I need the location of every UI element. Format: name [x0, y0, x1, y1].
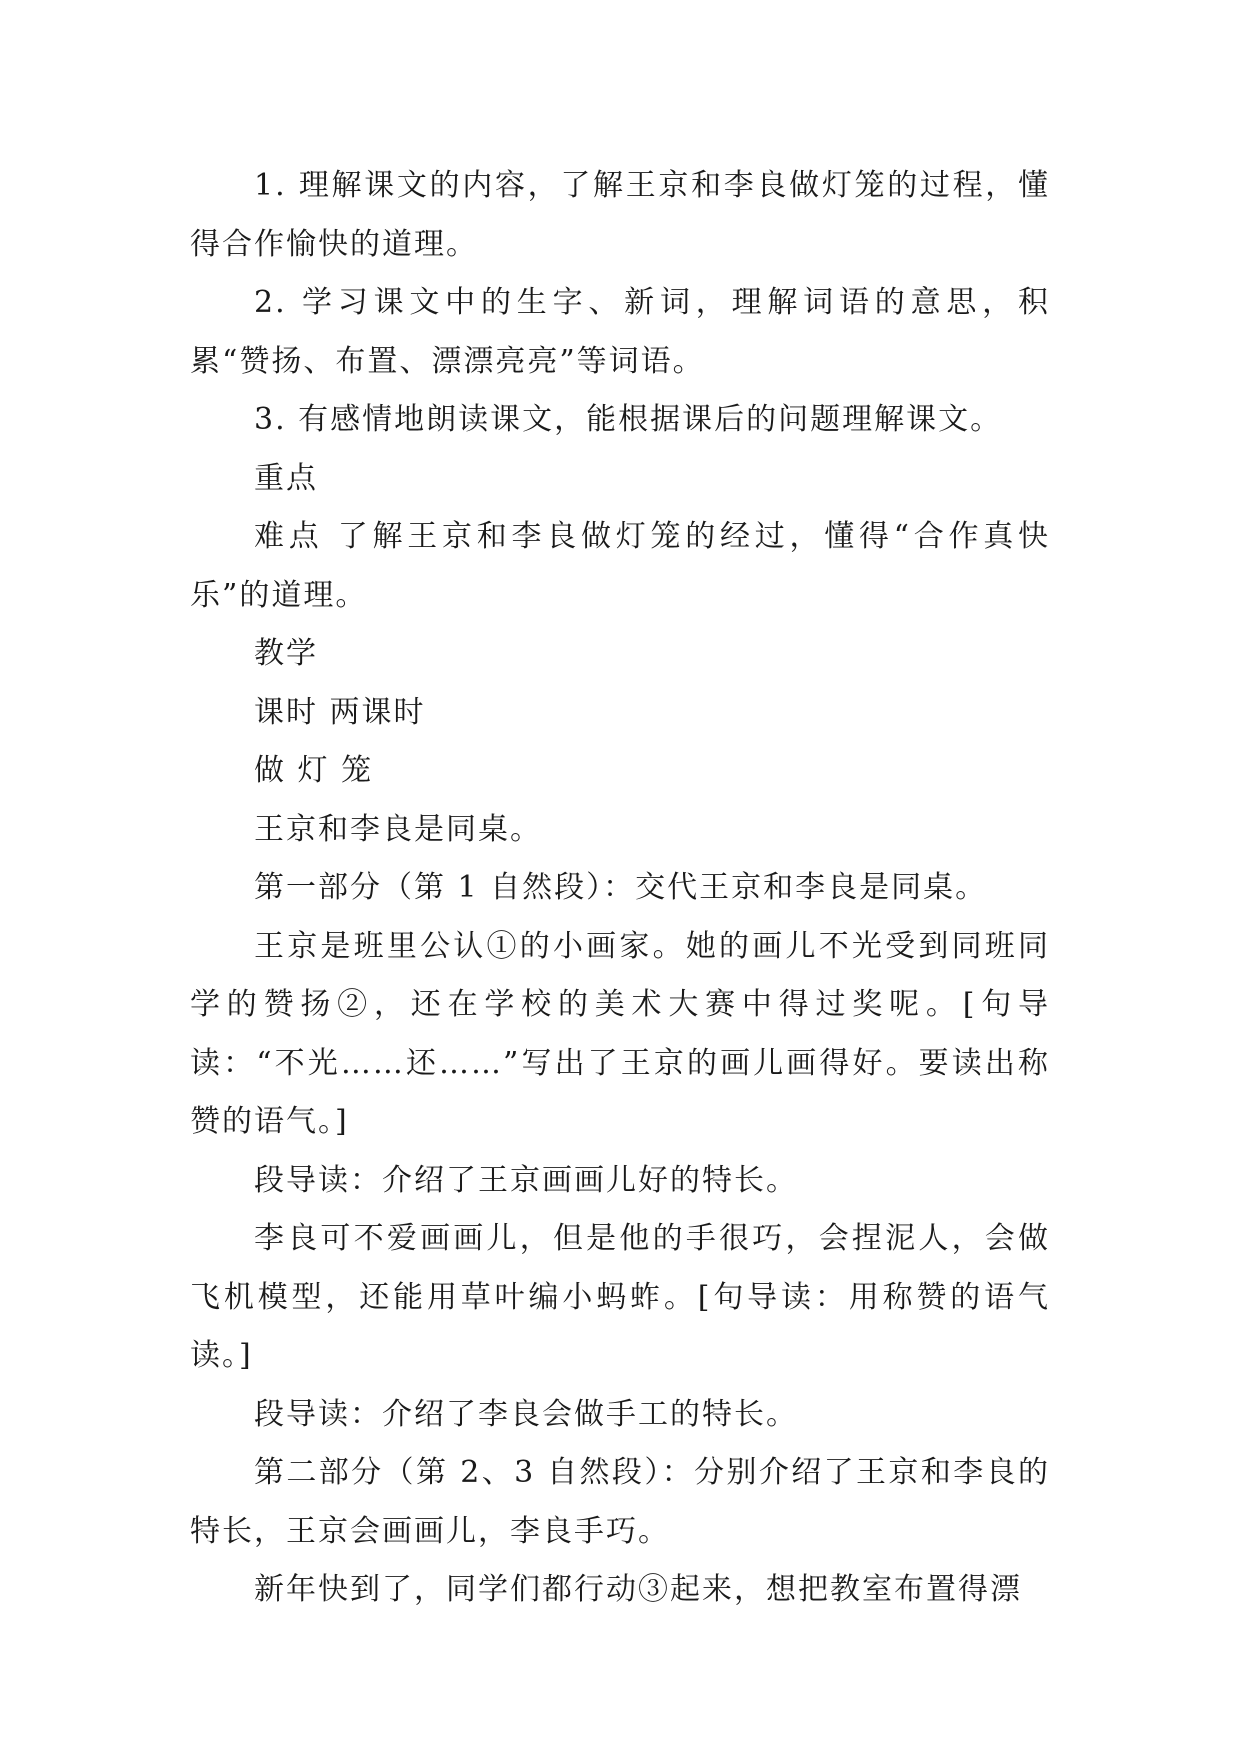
- paragraph-text-2: 王京是班里公认①的小画家。她的画儿不光受到同班同学的赞扬②，还在学校的美术大赛中得过奖呢。[句导读：“不光……还……”写出了王京的画儿画得好。要读出称赞的语气。]: [190, 928, 1050, 1139]
- paragraph-section-guide-2: 段导读：介绍了李良会做手工的特长。: [254, 1396, 798, 1432]
- paragraph-text-3: 李良可不爱画画儿，但是他的手很巧，会捏泥人，会做飞机模型，还能用草叶编小蚂蚱。[句导读：用称赞的语气读。]: [190, 1221, 1050, 1373]
- paragraph-difficulty: 难点 了解王京和李良做灯笼的经过，懂得“合作真快乐”的道理。: [190, 519, 1050, 613]
- document-body: [190, 157, 1050, 1620]
- paragraph-text-1: 王京和李良是同桌。: [254, 811, 542, 847]
- paragraph-key-point: 重点: [254, 460, 318, 496]
- paragraph-objective-2: 2. 学习课文中的生字、新词，理解词语的意思，积累“赞扬、布置、漂漂亮亮”等词语。: [190, 285, 1050, 379]
- paragraph-section-guide-1: 段导读：介绍了王京画画儿好的特长。: [254, 1162, 798, 1198]
- paragraph-part-1-summary: 第一部分（第 1 自然段）：交代王京和李良是同桌。: [254, 870, 988, 905]
- paragraph-objective-1: 1. 理解课文的内容，了解王京和李良做灯笼的过程，懂得合作愉快的道理。: [190, 168, 1050, 262]
- paragraph-lesson-title: 做 灯 笼: [254, 753, 374, 788]
- paragraph-class-hours: 课时 两课时: [254, 694, 426, 730]
- paragraph-teaching: 教学: [254, 636, 318, 671]
- paragraph-text-4: 新年快到了，同学们都行动③起来，想把教室布置得漂: [254, 1572, 1022, 1607]
- paragraph-part-2-summary: 第二部分（第 2、3 自然段）：分别介绍了王京和李良的特长，王京会画画儿，李良手巧。: [190, 1455, 1050, 1549]
- paragraph-objective-3: 3. 有感情地朗读课文，能根据课后的问题理解课文。: [254, 402, 1003, 437]
